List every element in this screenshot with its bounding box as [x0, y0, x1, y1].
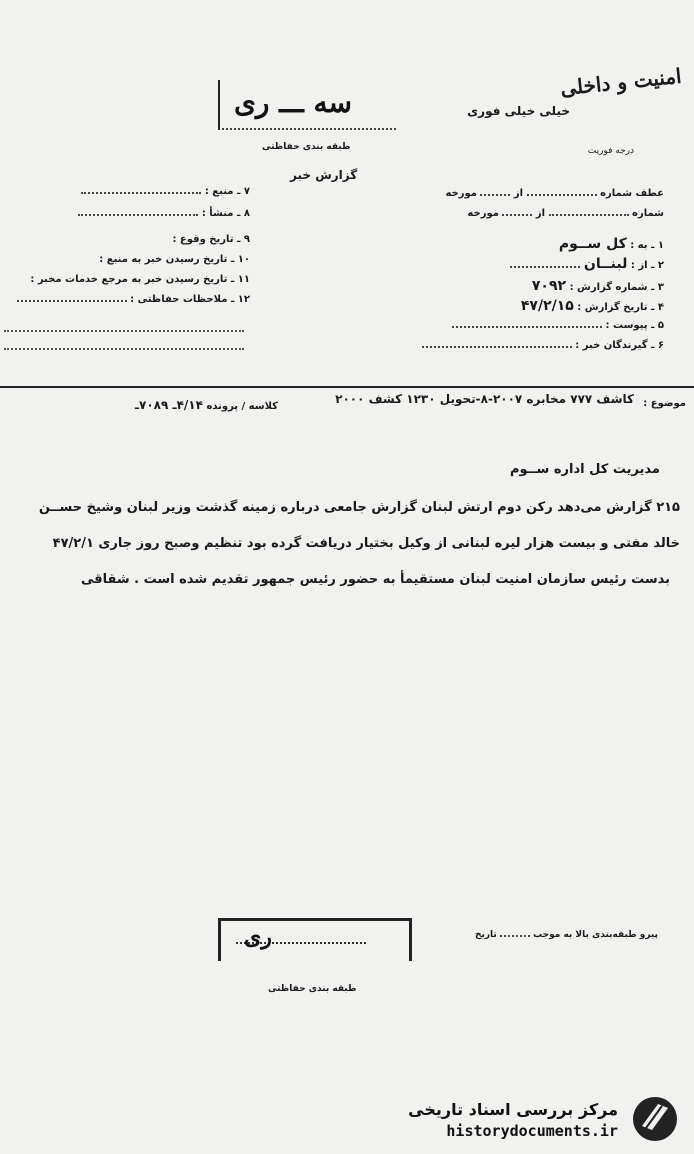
field-attachment [394, 320, 664, 331]
field-report-date [414, 298, 664, 314]
classification-label-bottom: طبقه بندی حفاظتی [268, 984, 357, 994]
form-title: گزارش خبر [290, 168, 358, 182]
field-source [40, 186, 250, 197]
field-label: شماره [632, 208, 664, 219]
field-value: ۷۰۹۲ [531, 278, 567, 294]
field-label: ۱۲ ـ ملاحظات حفاظتی : [130, 294, 250, 305]
field-label: ۴ ـ تاریخ گزارش : [577, 302, 664, 313]
body-line-3: بدست رئیس سازمان امنیت لبنان مستقیمأ به حضور رئیس جمهور تقدیم شده است . شقاقی [80, 572, 670, 587]
field-extra: مورخه [445, 188, 477, 199]
field-security-notes [0, 294, 250, 305]
handwritten-note: امنیت و داخلی [559, 63, 683, 101]
field-event-date [40, 234, 250, 245]
field-value: از [513, 188, 524, 199]
ref-value: ۴/۱۴ـ ۷۰۸۹ـ [134, 398, 203, 412]
classification-stamp-bottom: ری [244, 924, 272, 950]
watermark-title: مرکز بررسی اسناد تاریخی [408, 1100, 618, 1119]
field-label: ۹ ـ تاریخ وقوع : [172, 234, 250, 245]
subject-text: کاشف ۷۷۷ مخابره ۲۰۰۷-۸-تحویل ۱۲۳۰ کشف ۲۰۰۰ [335, 392, 634, 406]
field-label: ۱ ـ به : [630, 240, 664, 251]
footer-note-suffix: تاریخ [475, 930, 497, 940]
body-line-2: خالد مفتی و بیست هزار لیره لبنانی از وکیل بختیار دریافت گرده بود تنظیم وصبح روز جاری ۴۷/۲/۱ [52, 536, 680, 551]
field-ref-number [414, 188, 664, 199]
field-label: ۱۱ ـ تاریخ رسیدن خبر به مرجع خدمات مخبر : [30, 274, 250, 285]
field-label: ۵ ـ پیوست : [605, 320, 664, 331]
field-label: ۳ ـ شماره گزارش : [569, 282, 664, 293]
classification-stamp: سه ـــ ری [234, 86, 353, 119]
field-label: عطف شماره [600, 188, 664, 199]
field-value: از [535, 208, 546, 219]
field-label: ۶ ـ گیرندگان خبر : [575, 340, 664, 351]
watermark-url: historydocuments.ir [446, 1122, 618, 1140]
footer-note-prefix: پیرو طبقه‌بندی بالا به موجب [533, 930, 658, 940]
field-from [414, 256, 664, 272]
field-label: ۸ ـ منشأ : [201, 208, 250, 219]
archive-logo-icon [628, 1094, 682, 1144]
subject-reference [8, 398, 278, 412]
field-label: ۱۰ ـ تاریخ رسیدن خبر به منبع : [99, 254, 250, 265]
body-addressee: مدیریت کل اداره ســوم [509, 462, 660, 477]
field-received-by-reference [30, 274, 250, 285]
field-origin [40, 208, 250, 219]
field-recipients [394, 340, 664, 351]
footer-note [408, 930, 658, 940]
field-value: لبنــان [583, 256, 628, 272]
ref-label: کلاسه / پرونده [206, 401, 278, 412]
field-value: کل ســوم [558, 236, 627, 252]
field-report-number [414, 278, 664, 294]
field-received-by-source [40, 254, 250, 265]
field-to [414, 236, 664, 252]
body-line-1: ۲۱۵ گزارش می‌دهد رکن دوم ارتش لبنان گزارش جامعی درباره زمینه گذشت وزیر لبنان وشیخ حســن [38, 500, 680, 515]
subject-label: موضوع : [643, 398, 686, 409]
field-label: ۷ ـ منبع : [204, 186, 250, 197]
blank-line [4, 348, 244, 350]
classification-label: طبقه بندی حفاظتی [262, 142, 351, 152]
urgency-value: خیلی خیلی فوری [467, 104, 570, 118]
blank-line [4, 330, 244, 332]
field-number [414, 208, 664, 219]
field-extra: مورخه [467, 208, 499, 219]
field-value: ۴۷/۲/۱۵ [520, 298, 574, 314]
urgency-label: درجه فوریت [587, 146, 634, 156]
field-label: ۲ ـ از : [630, 260, 664, 271]
divider [0, 386, 694, 388]
